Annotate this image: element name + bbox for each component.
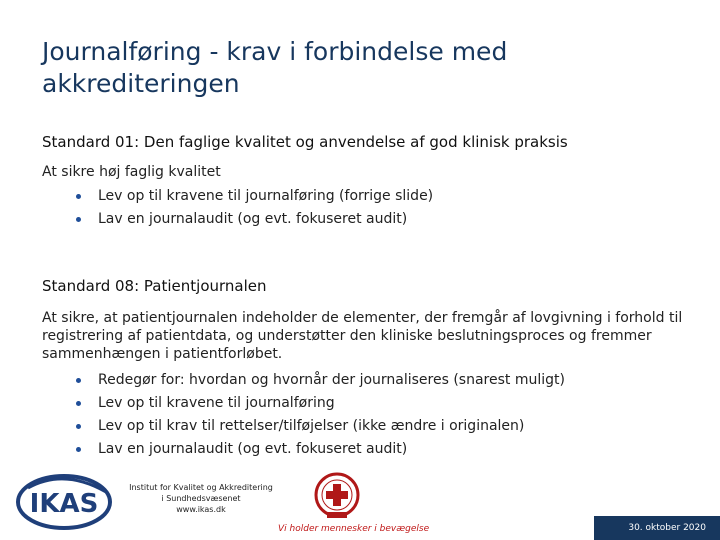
section-1-bullet-list [74, 185, 433, 231]
org-website: www.ikas.dk [176, 505, 226, 514]
section-1-intro: At sikre høj faglig kvalitet [42, 164, 221, 180]
slide-date: 30. oktober 2020 [628, 523, 706, 533]
seal-icon [314, 472, 360, 522]
list-item: Lav en journalaudit (og evt. fokuseret audit) [74, 208, 433, 231]
section-2-intro: At sikre, at patientjournalen indeholder de elementer, der fremgår af lovgivning i forhold til registrering af patientdata, og understøtter den kliniske beslutningsproces og fremmer sammenhængen i patientforløbet. [42, 310, 683, 362]
slide-title-line-2: akkrediteringen [42, 69, 240, 98]
org-name-line-2: i Sundhedsvæsenet [161, 494, 241, 503]
list-item: Lev op til krav til rettelser/tilføjelser (ikke ændre i originalen) [74, 415, 565, 438]
list-item: Lev op til kravene til journalføring [74, 392, 565, 415]
ikas-logo-text: IKAS [29, 489, 99, 519]
section-2-heading: Standard 08: Patientjournalen [42, 277, 267, 295]
section-1-heading: Standard 01: Den faglige kvalitet og anvendelse af god klinisk praksis [42, 133, 568, 151]
list-item: Redegør for: hvordan og hvornår der journaliseres (snarest muligt) [74, 369, 565, 392]
slide-footer [0, 468, 720, 540]
org-info [118, 482, 284, 515]
slide-title-line-1: Journalføring - krav i forbindelse med [42, 37, 508, 66]
date-bar [594, 516, 720, 540]
ikas-logo [14, 472, 118, 532]
list-item: Lev op til kravene til journalføring (forrige slide) [74, 185, 433, 208]
slide-title [42, 36, 682, 100]
motto-text: Vi holder mennesker i bevægelse [278, 524, 430, 534]
org-name: Institut for Kvalitet og Akkreditering [129, 483, 273, 492]
section-2-bullet-list [74, 369, 565, 461]
list-item: Lav en journalaudit (og evt. fokuseret audit) [74, 438, 565, 461]
